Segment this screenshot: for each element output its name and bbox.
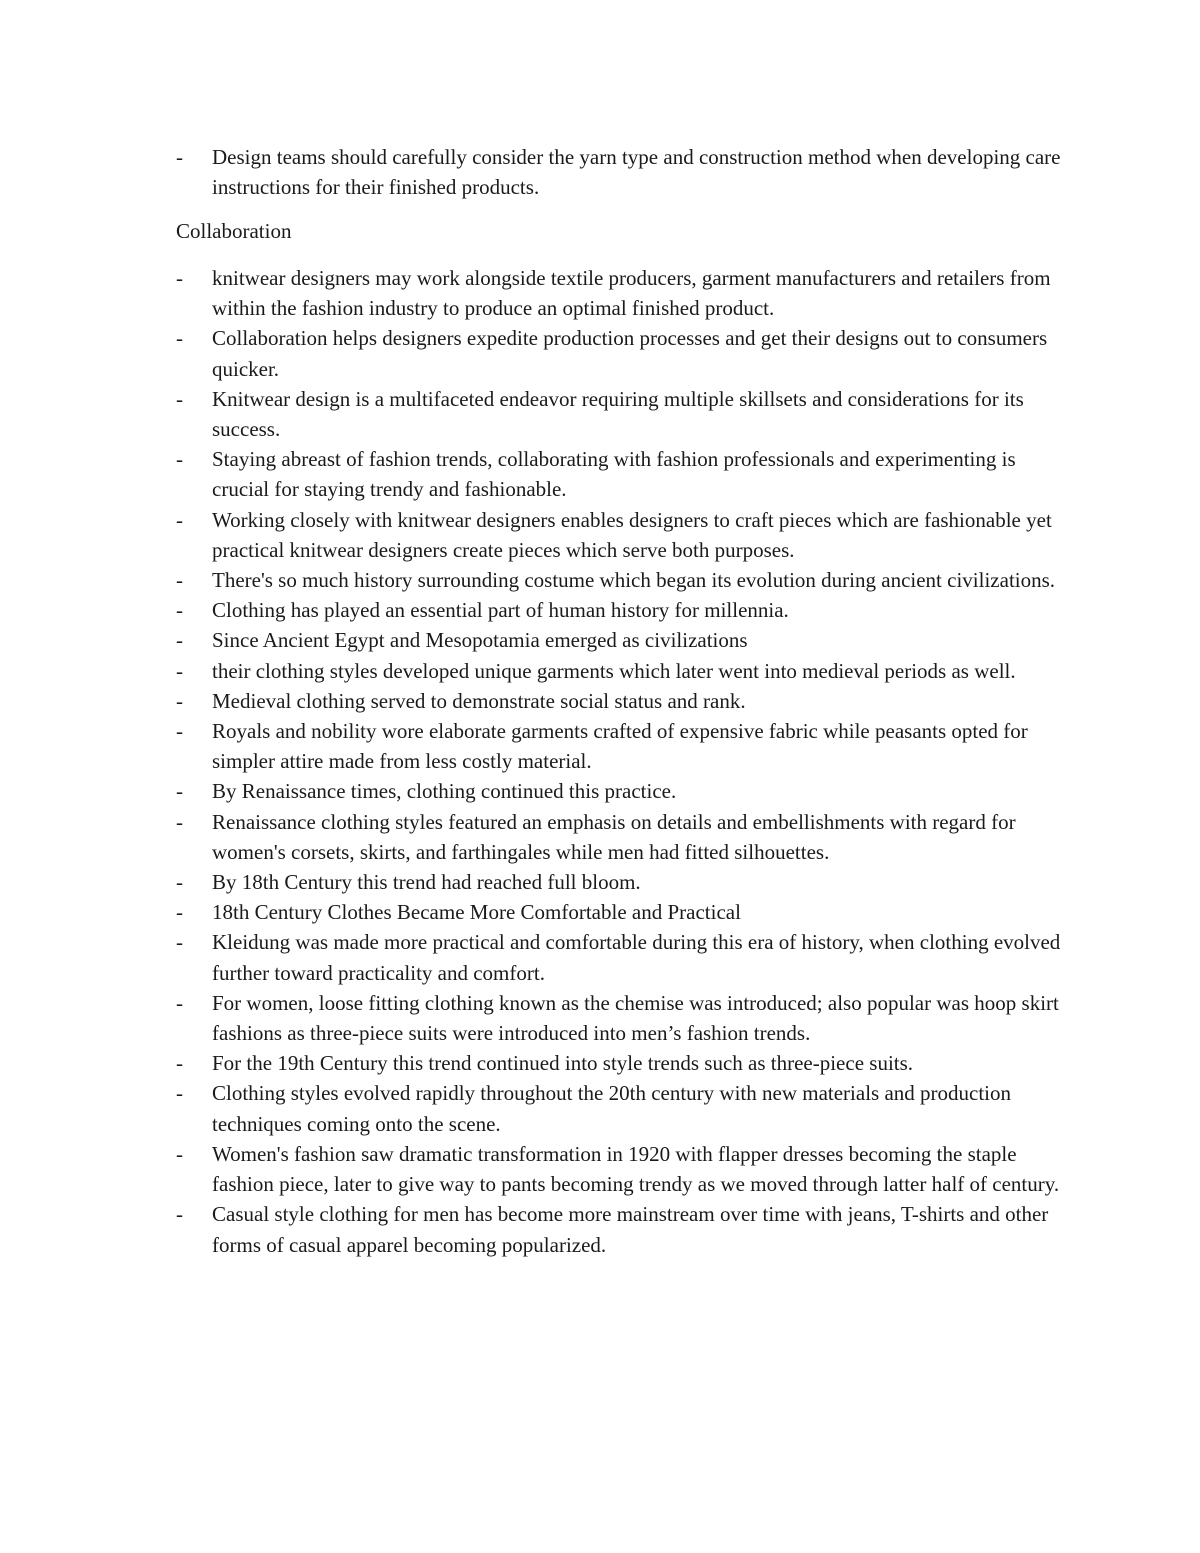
list-item <box>176 444 1071 504</box>
intro-bullet-list <box>176 142 1071 202</box>
list-item <box>176 867 1071 897</box>
list-item-text: knitwear designers may work alongside textile producers, garment manufacturers and retailers from within the fashion industry to produce an optimal finished product. <box>212 266 1051 321</box>
list-item <box>176 988 1071 1048</box>
bullet-dash: - <box>176 930 183 955</box>
bullet-dash: - <box>176 809 183 834</box>
list-item-text: 18th Century Clothes Became More Comfortable and Practical <box>212 900 741 925</box>
list-item-text: Clothing styles evolved rapidly throughout the 20th century with new materials and production techniques coming onto the scene. <box>212 1081 1012 1136</box>
list-item <box>176 716 1071 776</box>
list-item <box>176 927 1071 987</box>
bullet-dash: - <box>176 719 183 744</box>
bullet-dash: - <box>176 779 183 804</box>
bullet-dash: - <box>176 870 183 895</box>
list-item-text: For women, loose fitting clothing known as the chemise was introduced; also popular was hoop skirt fashions as three-piece suits were introduced into men’s fashion trends. <box>212 990 1059 1046</box>
list-item-text: By Renaissance times, clothing continued this practice. <box>212 779 677 804</box>
list-item <box>176 1139 1071 1199</box>
bullet-dash: - <box>176 598 183 623</box>
list-item <box>176 142 1071 202</box>
list-item <box>176 807 1071 867</box>
list-item <box>176 263 1071 323</box>
list-item-text: Knitwear design is a multifaceted endeavor requiring multiple skillsets and considerations for its success. <box>212 386 1024 442</box>
list-item-text: Royals and nobility wore elaborate garments crafted of expensive fabric while peasants opted for simpler attire made from less costly material. <box>212 719 1028 774</box>
bullet-dash: - <box>176 1141 183 1166</box>
list-item <box>176 897 1071 927</box>
bullet-dash: - <box>176 658 183 683</box>
list-item <box>176 565 1071 595</box>
list-item-text: There's so much history surrounding costume which began its evolution during ancient civilizations. <box>212 568 1056 593</box>
bullet-dash: - <box>176 1202 183 1227</box>
list-item <box>176 656 1071 686</box>
list-item-text: Staying abreast of fashion trends, collaborating with fashion professionals and experimenting is crucial for staying trendy and fashionable. <box>212 447 1016 502</box>
bullet-dash: - <box>176 326 183 351</box>
bullet-dash: - <box>176 990 183 1015</box>
list-item <box>176 625 1071 655</box>
list-item-text: Medieval clothing served to demonstrate social status and rank. <box>212 688 746 713</box>
bullet-dash: - <box>176 507 183 532</box>
section-heading: Collaboration <box>176 219 292 243</box>
bullet-dash: - <box>176 447 183 472</box>
bullet-dash: - <box>176 628 183 653</box>
list-item <box>176 323 1071 383</box>
bullet-dash: - <box>176 386 183 411</box>
bullet-dash: - <box>176 900 183 925</box>
list-item <box>176 595 1071 625</box>
list-item <box>176 1048 1071 1078</box>
list-item-text: For the 19th Century this trend continued into style trends such as three-piece suits. <box>212 1051 914 1076</box>
bullet-dash: - <box>176 568 183 593</box>
list-item-text: Design teams should carefully consider the yarn type and construction method when developing care instructions for their finished products. <box>212 145 1061 200</box>
list-item <box>176 505 1071 565</box>
list-item <box>176 686 1071 716</box>
list-item-text: By 18th Century this trend had reached full bloom. <box>212 870 641 895</box>
list-item <box>176 1078 1071 1138</box>
bullet-dash: - <box>176 266 183 290</box>
bullet-dash: - <box>176 145 183 169</box>
list-item-text: Women's fashion saw dramatic transformation in 1920 with flapper dresses becoming the staple fashion piece, later to give way to pants becoming trendy as we moved through latter half of century. <box>212 1141 1060 1197</box>
bullet-dash: - <box>176 1081 183 1106</box>
list-item-text: Clothing has played an essential part of human history for millennia. <box>212 598 789 623</box>
list-item-text: Casual style clothing for men has become more mainstream over time with jeans, T-shirts and other forms of casual apparel becoming popularized. <box>212 1202 1049 1257</box>
list-item-text: their clothing styles developed unique garments which later went into medieval periods as well. <box>212 658 1016 683</box>
list-item-text: Collaboration helps designers expedite production processes and get their designs out to consumers quicker. <box>212 326 1048 381</box>
list-item-text: Working closely with knitwear designers enables designers to craft pieces which are fashionable yet practical knitwear designers create pieces which serve both purposes. <box>212 507 1052 562</box>
list-item <box>176 1199 1071 1259</box>
list-item-text: Renaissance clothing styles featured an emphasis on details and embellishments with regard for women's corsets, skirts, and farthingales while men had fitted silhouettes. <box>212 809 1016 864</box>
bullet-dash: - <box>176 1051 183 1076</box>
list-item-text: Since Ancient Egypt and Mesopotamia emerged as civilizations <box>212 628 748 653</box>
list-item-text: Kleidung was made more practical and comfortable during this era of history, when clothing evolved further toward practicality and comfort. <box>212 930 1061 985</box>
collaboration-bullet-list <box>176 263 1071 1260</box>
bullet-dash: - <box>176 688 183 713</box>
list-item <box>176 776 1071 806</box>
list-item <box>176 384 1071 444</box>
